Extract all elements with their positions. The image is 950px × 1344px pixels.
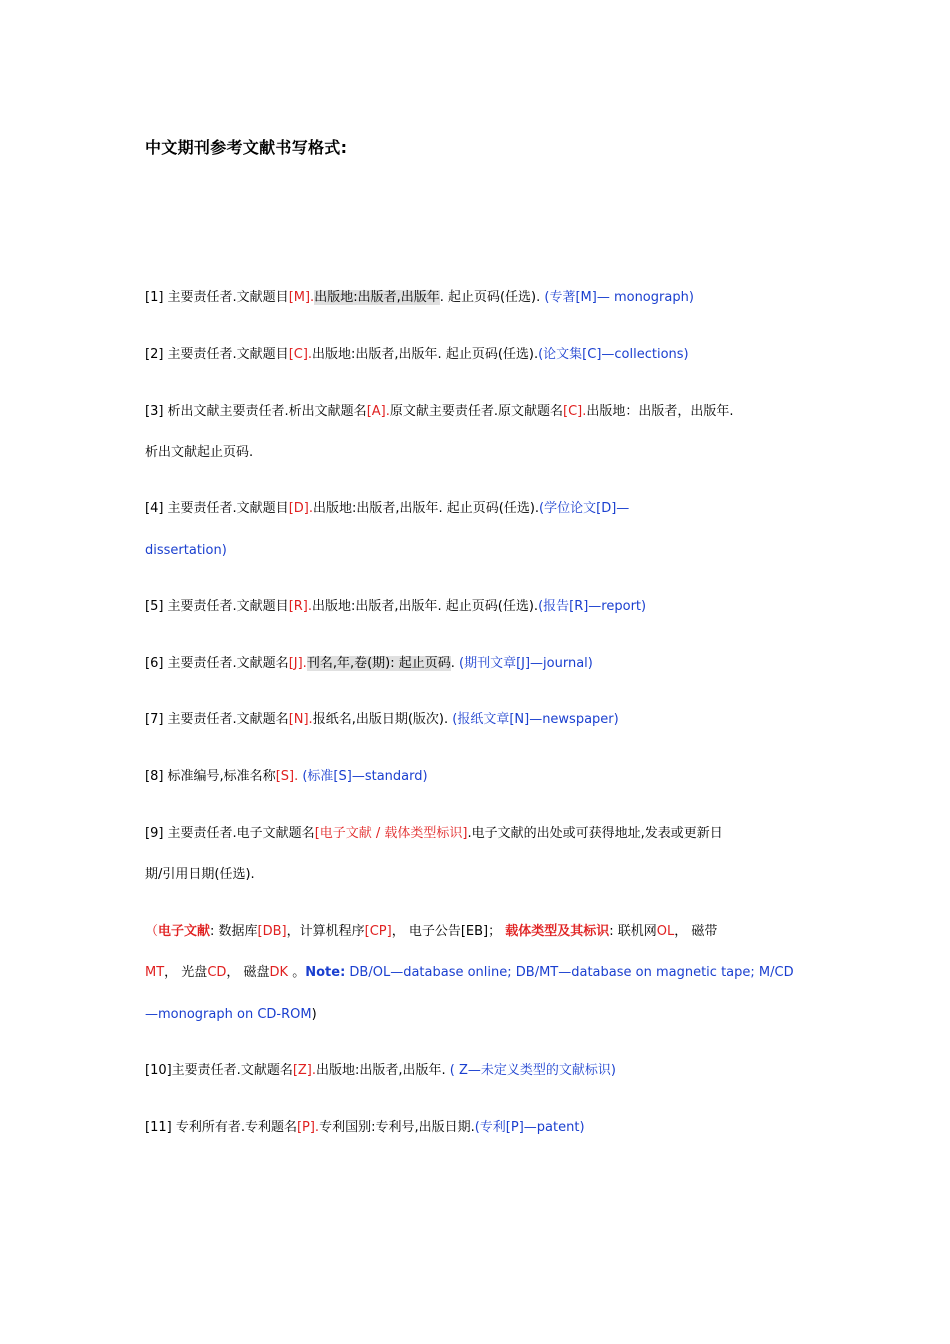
type-code: [R]. xyxy=(288,599,312,614)
type-note: (学位论文[D]— xyxy=(539,501,630,516)
type-code: DK xyxy=(269,965,289,980)
ref-text: [2] 主要责任者.文献题目 xyxy=(145,347,289,362)
page-title: 中文期刊参考文献书写格式: xyxy=(145,138,348,157)
note-heading: 电子文献 xyxy=(158,924,211,939)
reference-line-5 xyxy=(145,597,646,617)
type-note: (论文集[C]—collections) xyxy=(538,347,689,362)
reference-line-10 xyxy=(145,1061,616,1081)
ref-text: [8] 标准编号,标准名称 xyxy=(145,769,276,784)
ref-text: 专利国别:专利号,出版日期. xyxy=(319,1120,475,1135)
type-code: [Z]. xyxy=(292,1063,317,1078)
note-text: ，计算机程序 xyxy=(286,924,365,939)
note-text: : 数据库 xyxy=(210,924,258,939)
reference-line-3-cont: 析出文献起止页码. xyxy=(145,445,254,460)
reference-line-1 xyxy=(145,288,694,308)
ref-text: 出版地:出版者,出版年. 起止页码(任选). xyxy=(312,347,539,362)
type-note: (期刊文章[J]—journal) xyxy=(459,656,593,671)
note-text: ， 光盘 xyxy=(164,965,208,980)
ref-text: 出版地:出版者,出版年. xyxy=(316,1063,450,1078)
electronic-note-line-1 xyxy=(145,922,717,942)
highlighted-text: 出版地:出版者,出版年 xyxy=(314,290,440,305)
paren: （ xyxy=(145,924,159,939)
type-code: [J]. xyxy=(288,656,307,671)
ref-text: 报纸名,出版日期(版次). xyxy=(312,712,453,727)
note-text: DB/OL—database online; DB/MT—database on magnetic tape; M/CD xyxy=(345,965,794,980)
note-text: 。 xyxy=(288,965,306,980)
type-note: (报告[R]—report) xyxy=(538,599,647,614)
note-text: ， 电子公告[EB]； xyxy=(391,924,506,939)
type-code: [M]. xyxy=(288,290,315,305)
reference-line-4 xyxy=(145,499,629,519)
type-code: MT xyxy=(145,965,165,980)
type-note: (专利[P]—patent) xyxy=(474,1120,585,1135)
type-note: (报纸文章[N]—newspaper) xyxy=(452,712,619,727)
type-code: [C]. xyxy=(563,404,587,419)
type-code: [A]. xyxy=(366,404,390,419)
ref-text: [1] 主要责任者.文献题目 xyxy=(145,290,289,305)
highlighted-text: 刊名,年,卷(期): 起止页码 xyxy=(306,656,451,671)
type-code: [D]. xyxy=(288,501,313,516)
ref-text: [3] 析出文献主要责任者.析出文献题名 xyxy=(145,404,367,419)
type-code: [P]. xyxy=(296,1120,320,1135)
type-note: (标准[S]—standard) xyxy=(302,769,428,784)
type-code: [DB] xyxy=(257,924,287,939)
note-text: ， 磁带 xyxy=(674,924,718,939)
reference-line-7 xyxy=(145,710,619,730)
ref-text: 出版地:出版者,出版年. 起止页码(任选). xyxy=(312,599,539,614)
note-text: ， 磁盘 xyxy=(226,965,270,980)
note-text: —monograph on CD-ROM xyxy=(145,1007,312,1022)
ref-text: [10]主要责任者.文献题名 xyxy=(145,1063,293,1078)
type-code: [N]. xyxy=(288,712,313,727)
ref-text: [9] 主要责任者.电子文献题名 xyxy=(145,826,315,841)
type-code: OL xyxy=(656,924,675,939)
reference-line-6 xyxy=(145,654,593,674)
type-code: CD xyxy=(207,965,227,980)
ref-text: .电子文献的出处或可获得地址,发表或更新日 xyxy=(467,826,723,841)
reference-line-3 xyxy=(145,402,734,422)
ref-text: 原文献主要责任者.原文献题名 xyxy=(389,404,563,419)
ref-text: [7] 主要责任者.文献题名 xyxy=(145,712,289,727)
reference-line-4-cont: dissertation) xyxy=(145,543,227,558)
reference-line-11 xyxy=(145,1118,585,1138)
electronic-note-line-2 xyxy=(145,963,794,983)
type-code: [电子文献 / 载体类型标识] xyxy=(314,826,468,841)
note-text: : 联机网 xyxy=(609,924,657,939)
ref-text: . xyxy=(450,656,459,671)
type-code: [C]. xyxy=(288,347,313,362)
reference-line-9 xyxy=(145,824,723,844)
ref-text: 出版地：出版者，出版年. xyxy=(586,404,734,419)
type-note: (专著[M]— monograph) xyxy=(544,290,694,305)
reference-line-9-cont: 期/引用日期(任选). xyxy=(145,867,255,882)
ref-text: 出版地:出版者,出版年. 起止页码(任选). xyxy=(312,501,540,516)
type-code: [S]. xyxy=(275,769,299,784)
ref-text: . 起止页码(任选). xyxy=(439,290,545,305)
reference-line-2 xyxy=(145,345,689,365)
ref-text: [6] 主要责任者.文献题名 xyxy=(145,656,289,671)
ref-text: [5] 主要责任者.文献题目 xyxy=(145,599,289,614)
electronic-note-line-3 xyxy=(145,1005,317,1025)
type-note: ( Z—未定义类型的文献标识) xyxy=(449,1063,616,1078)
paren: ) xyxy=(311,1007,317,1022)
type-code: [CP] xyxy=(364,924,392,939)
ref-text: [11] 专利所有者.专利题名 xyxy=(145,1120,297,1135)
note-label: Note: xyxy=(305,965,346,980)
reference-line-8 xyxy=(145,767,428,787)
note-heading: 载体类型及其标识 xyxy=(505,924,610,939)
ref-text: [4] 主要责任者.文献题目 xyxy=(145,501,289,516)
